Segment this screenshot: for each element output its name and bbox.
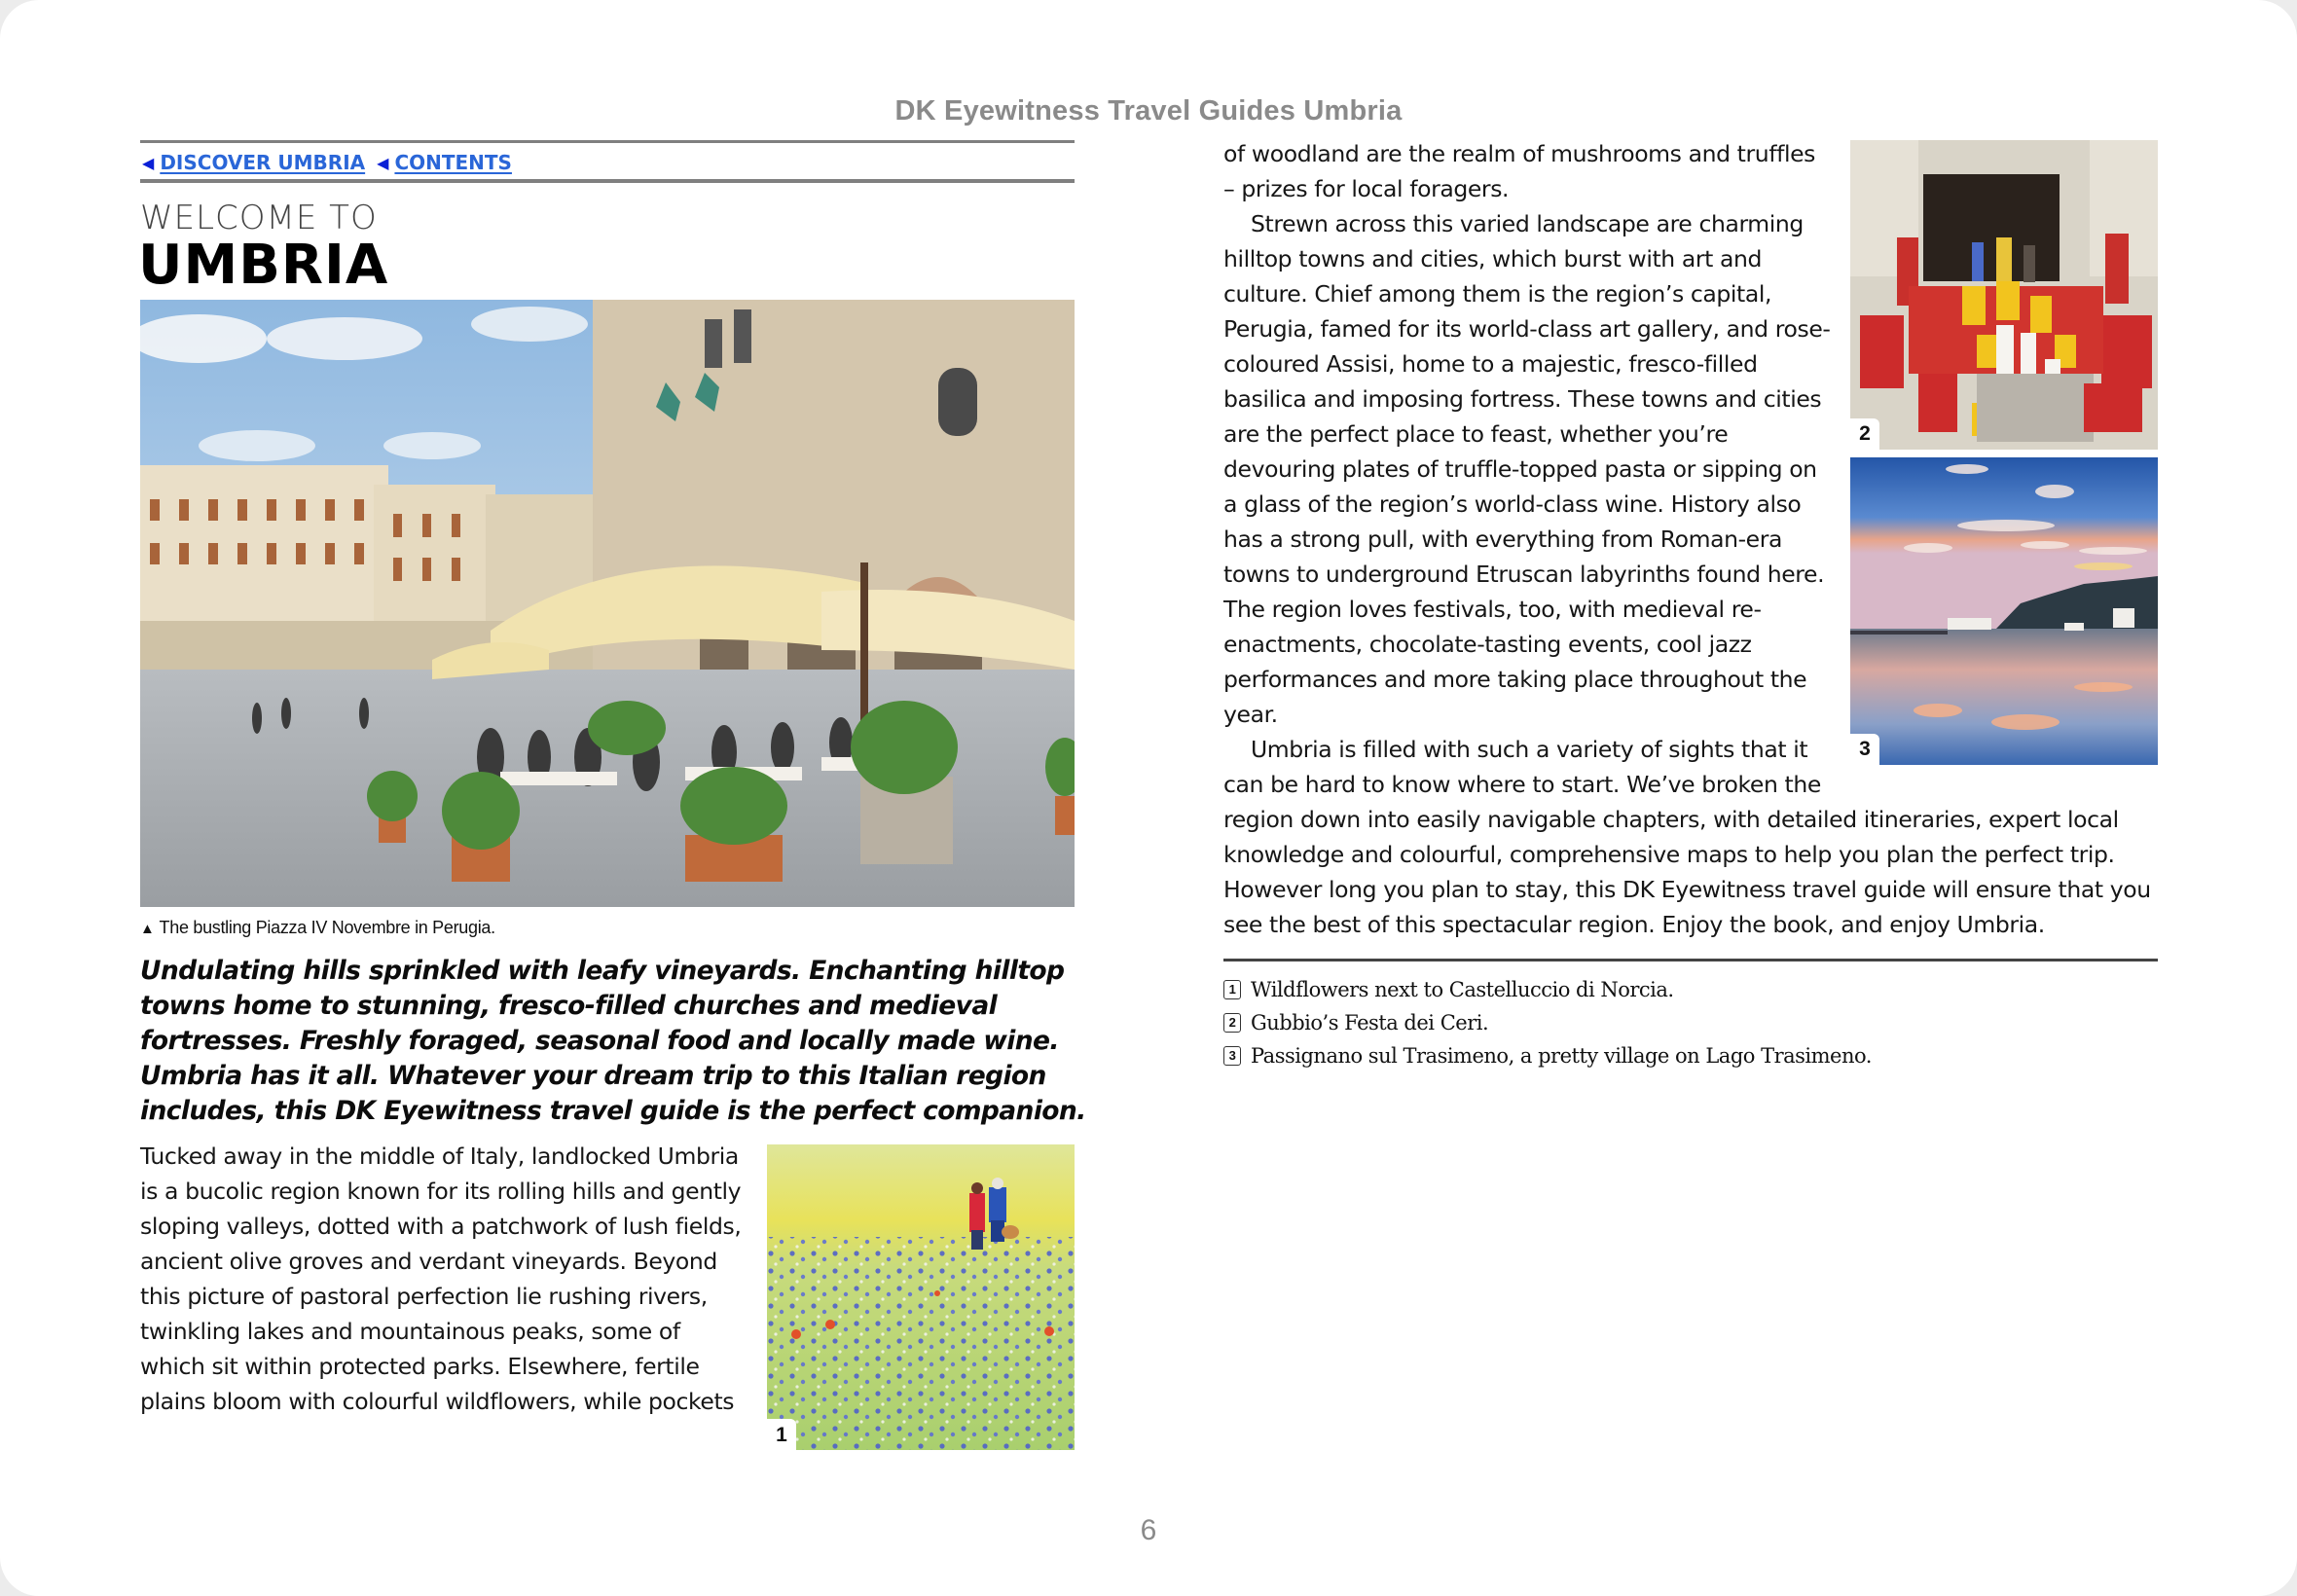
body-line: Perugia, famed for its world-class art gallery, and rose- [1223,315,1831,343]
nav-rule-bottom [140,179,1075,183]
body-line: hilltop towns and cities, which burst with art and [1223,245,1763,272]
body-line: ancient olive groves and verdant vineyards. Beyond [140,1248,717,1275]
standfirst [140,954,1094,1129]
body-line: see the best of this spectacular region. Enjoy the book, and enjoy Umbria. [1223,911,2045,938]
credit-text: Gubbio’s Festa dei Ceri. [1251,1011,1489,1034]
body-line: However long you plan to stay, this DK Eyewitness travel guide will ensure that you [1223,876,2151,903]
body-line: this picture of pastoral perfection lie rushing rivers, [140,1283,708,1310]
discover-umbria-link[interactable]: DISCOVER UMBRIA [160,151,366,174]
body-line: The region loves festivals, too, with medieval re- [1223,596,1762,623]
credit-item [1223,1006,1872,1039]
heading-kicker: WELCOME TO [140,199,378,237]
credit-number-3: 3 [1223,1046,1241,1066]
lake-illustration [1850,457,2158,765]
body-line: of woodland are the realm of mushrooms and truffles [1223,140,1816,167]
credit-text: Passignano sul Trasimeno, a pretty village on Lago Trasimeno. [1251,1044,1872,1068]
body-line: culture. Chief among them is the region’s capital, [1223,280,1772,308]
hero-photo-illustration [140,300,1075,907]
body-line: sloping valleys, dotted with a patchwork of lush fields, [140,1213,742,1240]
festa-illustration [1850,140,2158,450]
standfirst-line: includes, this DK Eyewitness travel guide is the perfect companion. [140,1096,1086,1126]
photo-credits [1223,973,1872,1072]
body-line: has a strong pull, with everything from Roman-era [1223,526,1782,553]
body-line: plains bloom with colourful wildflowers, while pockets [140,1388,735,1415]
body-line: Umbria is filled with such a variety of sights that it [1251,736,1808,763]
body-line: region down into easily navigable chapters, with detailed itineraries, expert local [1223,806,2119,833]
body-line: basilica and imposing fortress. These towns and cities [1223,385,1822,413]
body-line: is a bucolic region known for its rolling hills and gently [140,1178,742,1205]
credit-number-2: 2 [1223,1013,1241,1033]
hero-photo [140,300,1075,907]
wildflowers-illustration [767,1144,1075,1450]
photo-number-3: 3 [1850,734,1879,765]
body-line: which sit within protected parks. Elsewhere, fertile [140,1353,700,1380]
nav-rule-top [140,140,1075,143]
standfirst-line: towns home to stunning, fresco-filled churches and medieval [140,991,998,1021]
body-line: can be hard to know where to start. We’ve broken the [1223,771,1821,798]
document-title: DK Eyewitness Travel Guides Umbria [894,95,1403,127]
left-body-text [140,1139,741,1419]
credit-item [1223,1039,1872,1072]
body-line: Tucked away in the middle of Italy, landlocked Umbria [140,1143,739,1170]
page-title: UMBRIA [138,234,389,297]
photo-festa-dei-ceri [1850,140,2158,450]
photo-number-2: 2 [1850,418,1879,450]
hero-caption-text: The bustling Piazza IV Novembre in Perugia. [159,918,495,937]
photo-lake-trasimeno [1850,457,2158,765]
left-triangle-icon: ◀ [377,153,389,172]
body-line: coloured Assisi, home to a majestic, fresco-filled [1223,350,1758,378]
credit-text: Wildflowers next to Castelluccio di Norcia. [1251,978,1674,1001]
credit-number-1: 1 [1223,980,1241,999]
body-line: – prizes for local foragers. [1223,175,1510,202]
body-line: year. [1223,701,1278,728]
standfirst-line: Undulating hills sprinkled with leafy vineyards. Enchanting hilltop [140,956,1065,986]
body-line: Strewn across this varied landscape are charming [1251,210,1804,237]
hero-caption [140,918,495,938]
up-triangle-icon: ▲ [140,921,155,937]
body-line: towns to underground Etruscan labyrinths found here. [1223,561,1825,588]
page-number: 6 [1140,1514,1157,1546]
body-line: performances and more taking place throughout the [1223,666,1807,693]
standfirst-line: fortresses. Freshly foraged, seasonal food and locally made wine. [140,1026,1059,1056]
standfirst-line: Umbria has it all. Whatever your dream trip to this Italian region [140,1061,1046,1091]
body-line: knowledge and colourful, comprehensive maps to help you plan the perfect trip. [1223,841,2115,868]
photo-wildflowers [767,1144,1075,1450]
credit-item [1223,973,1872,1006]
photo-number-1: 1 [767,1419,796,1452]
body-line: devouring plates of truffle-topped pasta or sipping on [1223,455,1817,483]
body-line: twinkling lakes and mountainous peaks, some of [140,1318,680,1345]
breadcrumb-nav [142,148,518,177]
credits-rule [1223,959,2158,961]
contents-link[interactable]: CONTENTS [394,151,512,174]
body-line: a glass of the region’s world-class wine. History also [1223,490,1802,518]
body-line: enactments, chocolate-tasting events, cool jazz [1223,631,1752,658]
body-line: are the perfect place to feast, whether you’re [1223,420,1729,448]
left-triangle-icon: ◀ [142,153,155,172]
